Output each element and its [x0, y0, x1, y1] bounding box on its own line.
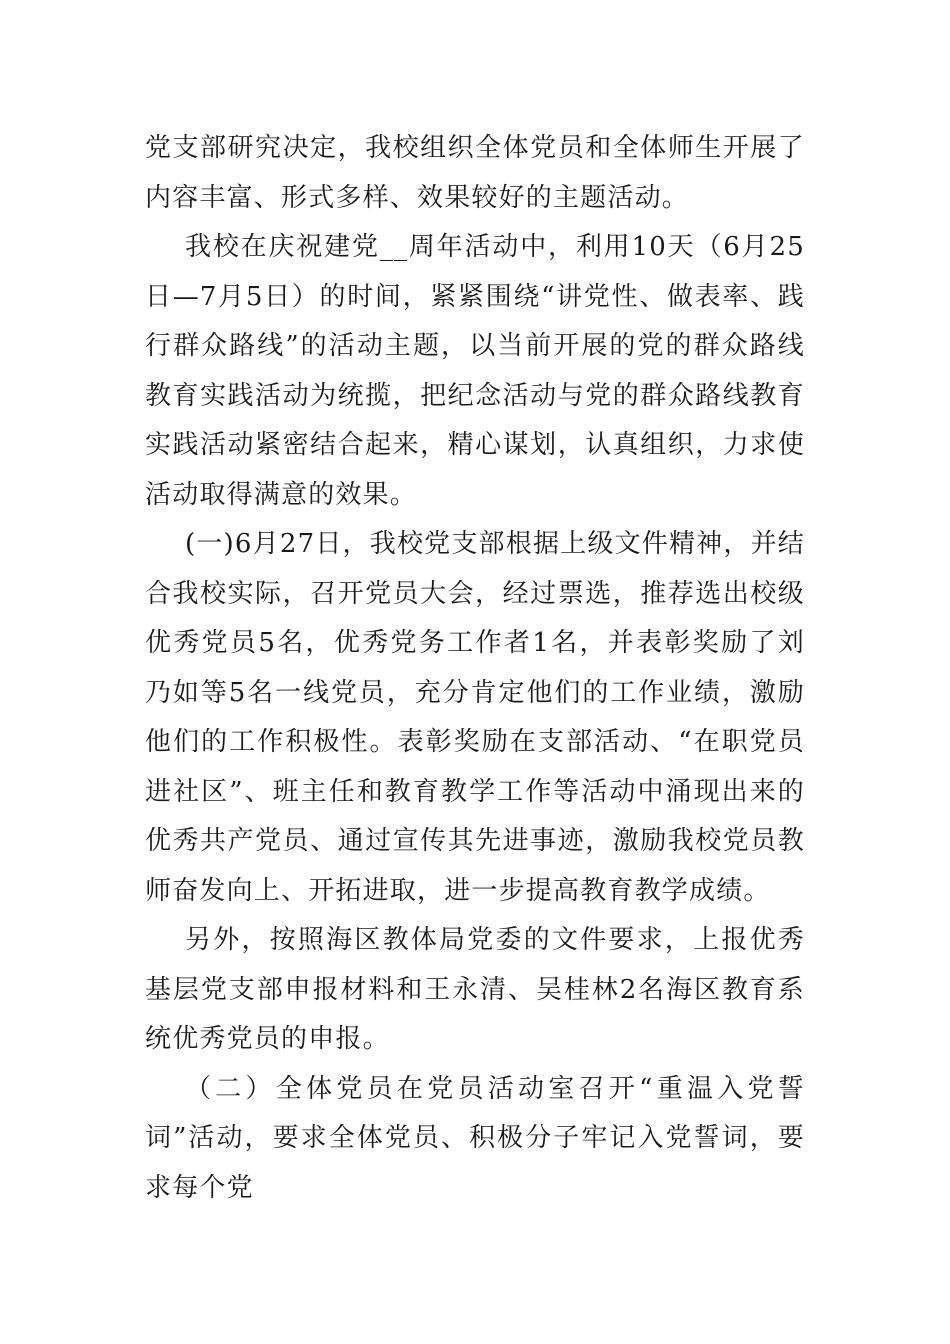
paragraph-4: 另外，按照海区教体局党委的文件要求，上报优秀基层党支部申报材料和王永清、吴桂林2名海区教育系统优秀党员的申报。 — [145, 925, 805, 1054]
paragraph-1: 党支部研究决定，我校组织全体党员和全体师生开展了内容丰富、形式多样、效果较好的主题活动。 — [145, 133, 805, 213]
document-body — [145, 124, 805, 1213]
paragraph-3: (一)6月27日，我校党支部根据上级文件精神，并结合我校实际，召开党员大会，经过票选，推荐选出校级优秀党员5名，优秀党务工作者1名，并表彰奖励了刘乃如等5名一线党员，充分肯定他们的工作业绩，激励他们的工作积极性。表彰奖励在支部活动、“在职党员进社区”、班主任和教育教学工作等活动中涌现出来的优秀共产党员、通过宣传其先进事迹，激励我校党员教师奋发向上、开拓进取，进一步提高教育教学成绩。 — [145, 529, 805, 906]
paragraph-2: 我校在庆祝建党__周年活动中，利用10天（6月25日—7月5日）的时间，紧紧围绕“讲党性、做表率、践行群众路线”的活动主题，以当前开展的党的群众路线教育实践活动为统揽，把纪念活动与党的群众路线教育实践活动紧密结合起来，精心谋划，认真组织，力求使活动取得满意的效果。 — [145, 232, 805, 510]
paragraph-5: （二）全体党员在党员活动室召开“重温入党誓词”活动，要求全体党员、积极分子牢记入党誓词，要求每个党 — [145, 1073, 805, 1203]
